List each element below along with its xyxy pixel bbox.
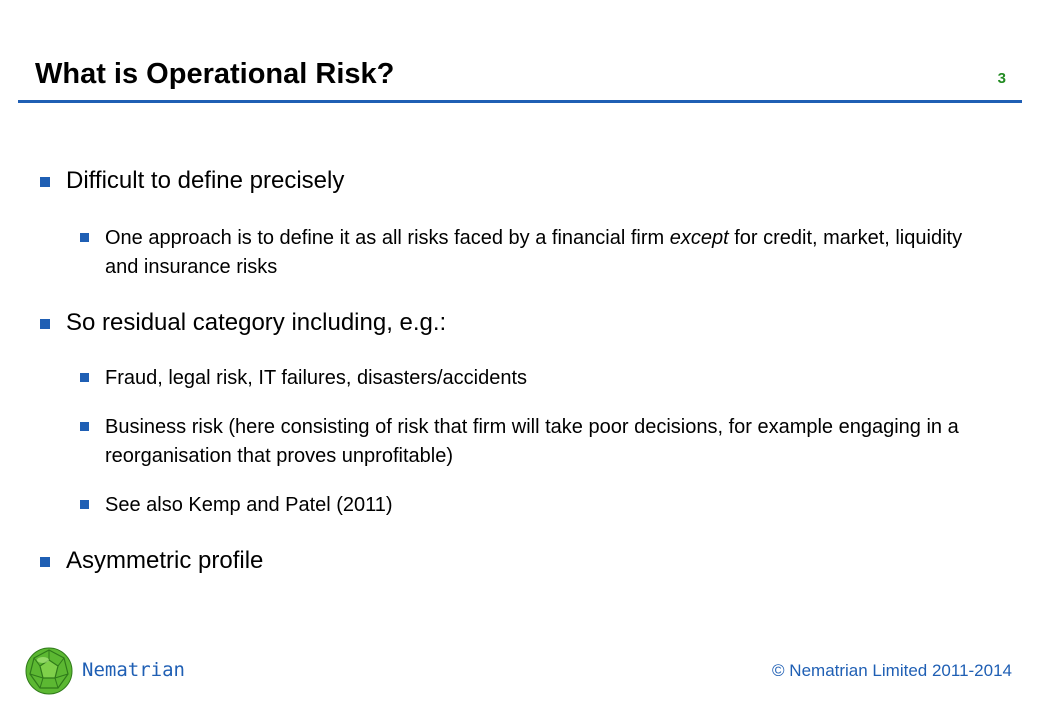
slide-title: What is Operational Risk? [35,58,395,90]
bullet-text-part: for credit, market, liquidity and insurance risks [105,227,963,278]
bullet-level2 [80,413,1000,471]
bullet-level2 [80,364,1000,393]
square-bullet-icon [80,373,89,382]
square-bullet-icon [80,500,89,509]
square-bullet-icon [40,177,50,187]
bullet-text: See also Kemp and Patel (2011) [105,494,393,516]
bullet-text-emphasis: except [669,227,729,249]
bullet-text: Asymmetric profile [66,547,264,574]
bullet-text: Business risk (here consisting of risk that firm will take poor decisions, for example engaging in a reorganisation that proves unprofitable) [105,416,959,467]
square-bullet-icon [80,233,89,242]
bullet-level2 [80,491,1000,520]
square-bullet-icon [40,319,50,329]
slide-number: 3 [997,70,1006,87]
bullet-text [105,224,1000,282]
bullet-level1 [40,546,263,576]
square-bullet-icon [40,557,50,567]
bullet-text: Fraud, legal risk, IT failures, disasters/accidents [105,367,528,389]
footer-brand: Nematrian [82,659,185,681]
bullet-level2 [80,224,1000,282]
square-bullet-icon [80,422,89,431]
footer-copyright: © Nematrian Limited 2011-2014 [772,661,1012,680]
geodesic-sphere-logo-icon [24,646,74,696]
bullet-text-part: One approach is to define it as all risks faced by a financial firm [105,227,670,249]
bullet-level1 [40,308,446,338]
bullet-text: Difficult to define precisely [66,167,345,194]
bullet-level1 [40,166,344,196]
bullet-text: So residual category including, e.g.: [66,309,447,336]
